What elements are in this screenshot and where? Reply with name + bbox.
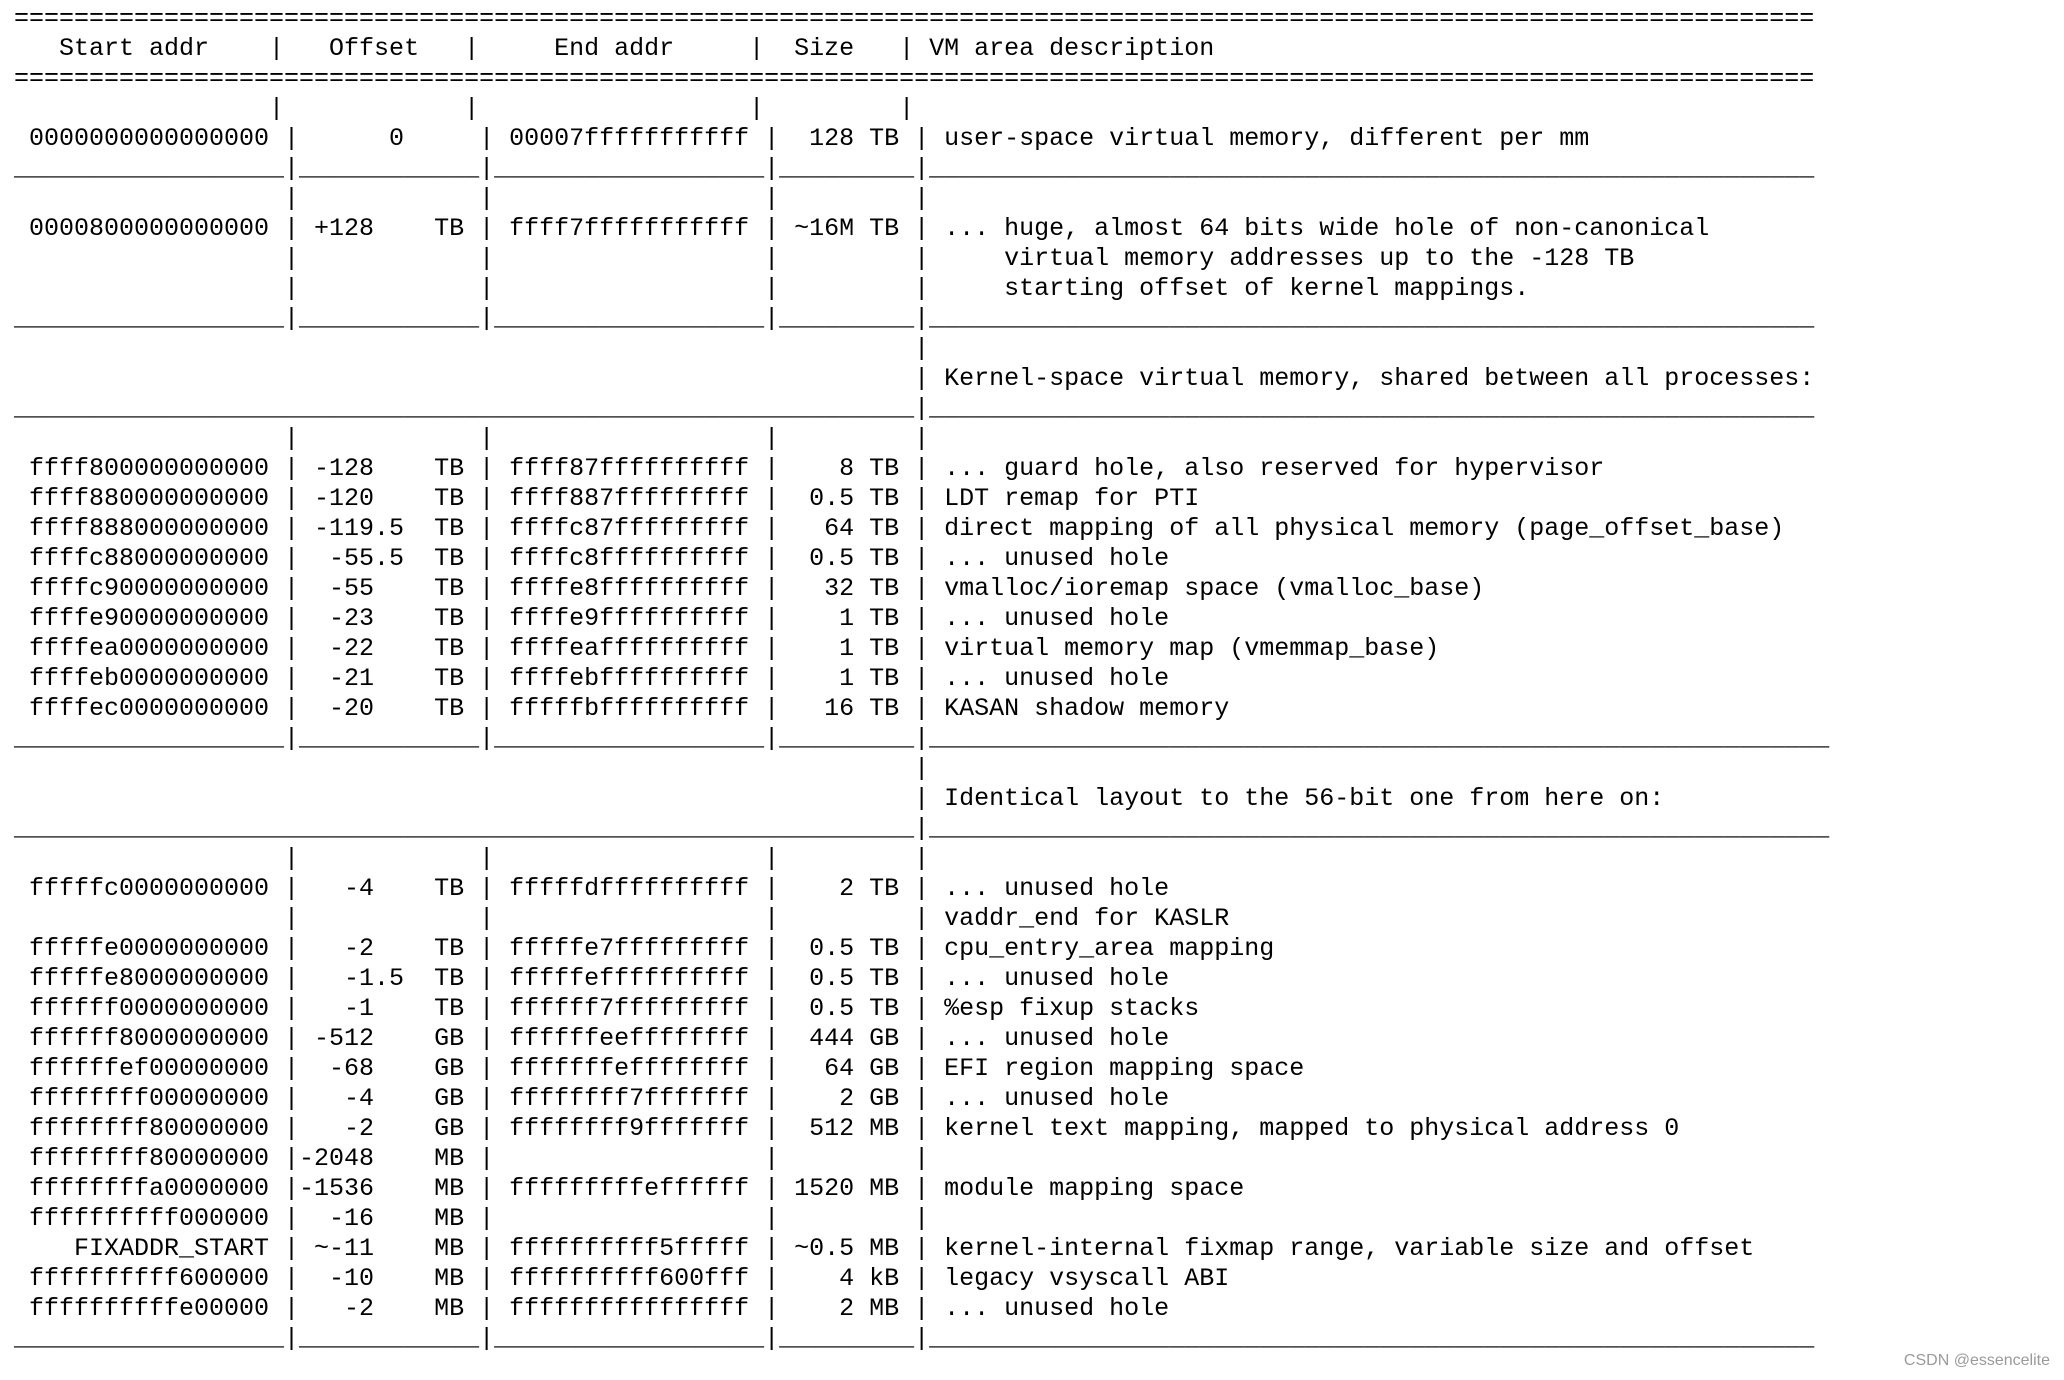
doc-line: | | | | starting offset of kernel mappings. — [14, 274, 1530, 303]
doc-line: | Identical layout to the 56-bit one from here on: — [14, 784, 1665, 813]
doc-line: ffffffffa0000000 |-1536 MB | fffffffffeffffff | 1520 MB | module mapping space — [14, 1174, 1245, 1203]
doc-line: ffff800000000000 | -128 TB | ffff87ffffffffff | 8 TB | ... guard hole, also reserved for hypervisor — [14, 454, 1605, 483]
doc-line: | | | | vaddr_end for KASLR — [14, 904, 1230, 933]
doc-line: __________________|____________|__________________|_________|___________________________________________________________ — [14, 1324, 1815, 1353]
doc-line: fffffe8000000000 | -1.5 TB | fffffeffffffffff | 0.5 TB | ... unused hole — [14, 964, 1170, 993]
doc-line: ffffe90000000000 | -23 TB | ffffe9ffffffffff | 1 TB | ... unused hole — [14, 604, 1170, 633]
doc-line: Start addr | Offset | End addr | Size | VM area description — [14, 34, 1215, 63]
doc-line: __________________|____________|__________________|_________|___________________________________________________________ — [14, 304, 1815, 333]
memory-map-document — [14, 4, 1829, 1354]
doc-line: __________________|____________|__________________|_________|___________________________________________________________ — [14, 154, 1815, 183]
doc-line: ffffff8000000000 | -512 GB | ffffffeeffffffff | 444 GB | ... unused hole — [14, 1024, 1170, 1053]
doc-line: ffffffef00000000 | -68 GB | fffffffeffffffff | 64 GB | EFI region mapping space — [14, 1054, 1305, 1083]
doc-line: 0000000000000000 | 0 | 00007fffffffffff | 128 TB | user-space virtual memory, different per mm — [14, 124, 1590, 153]
doc-line: | | | | virtual memory addresses up to the -128 TB — [14, 244, 1635, 273]
doc-line: | | | | — [14, 424, 930, 453]
doc-line: ffffffff00000000 | -4 GB | ffffffff7fffffff | 2 GB | ... unused hole — [14, 1084, 1170, 1113]
doc-line: | — [14, 754, 930, 783]
doc-line: ____________________________________________________________|____________________________________________________________ — [14, 814, 1830, 843]
doc-line: ======================================================================================================================== — [14, 4, 1815, 33]
doc-line: ffff888000000000 | -119.5 TB | ffffc87fffffffff | 64 TB | direct mapping of all physical memory (page_offset_base) — [14, 514, 1785, 543]
doc-line: fffffc0000000000 | -4 TB | fffffdffffffffff | 2 TB | ... unused hole — [14, 874, 1170, 903]
doc-line: __________________|____________|__________________|_________|____________________________________________________________ — [14, 724, 1830, 753]
doc-line: | Kernel-space virtual memory, shared between all processes: — [14, 364, 1815, 393]
doc-line: 0000800000000000 | +128 TB | ffff7fffffffffff | ~16M TB | ... huge, almost 64 bits wide hole of non-canonical — [14, 214, 1710, 243]
doc-line: ffffeb0000000000 | -21 TB | ffffebffffffffff | 1 TB | ... unused hole — [14, 664, 1170, 693]
doc-line: | | | | — [14, 184, 930, 213]
doc-line: | | | | — [14, 844, 930, 873]
doc-line: ffffffff80000000 | -2 GB | ffffffff9fffffff | 512 MB | kernel text mapping, mapped to physical address 0 — [14, 1114, 1680, 1143]
doc-line: ffffffffff600000 | -10 MB | ffffffffff600fff | 4 kB | legacy vsyscall ABI — [14, 1264, 1230, 1293]
doc-line: | | | | — [14, 94, 915, 123]
doc-line: ffffffffffe00000 | -2 MB | ffffffffffffffff | 2 MB | ... unused hole — [14, 1294, 1170, 1323]
doc-line: ____________________________________________________________|___________________________________________________________ — [14, 394, 1815, 423]
doc-line: ======================================================================================================================== — [14, 64, 1815, 93]
doc-line: ffffff0000000000 | -1 TB | ffffff7fffffffff | 0.5 TB | %esp fixup stacks — [14, 994, 1200, 1023]
doc-line: ffffea0000000000 | -22 TB | ffffeaffffffffff | 1 TB | virtual memory map (vmemmap_base) — [14, 634, 1440, 663]
doc-line: ffffec0000000000 | -20 TB | fffffbffffffffff | 16 TB | KASAN shadow memory — [14, 694, 1230, 723]
doc-line: ffffffffff000000 | -16 MB | | | — [14, 1204, 930, 1233]
doc-line: ffffc88000000000 | -55.5 TB | ffffc8ffffffffff | 0.5 TB | ... unused hole — [14, 544, 1170, 573]
doc-line: | — [14, 334, 930, 363]
doc-line: ffffc90000000000 | -55 TB | ffffe8ffffffffff | 32 TB | vmalloc/ioremap space (vmalloc_base) — [14, 574, 1485, 603]
doc-line: fffffe0000000000 | -2 TB | fffffe7fffffffff | 0.5 TB | cpu_entry_area mapping — [14, 934, 1275, 963]
doc-line: ffff880000000000 | -120 TB | ffff887fffffffff | 0.5 TB | LDT remap for PTI — [14, 484, 1200, 513]
csdn-watermark: CSDN @essencelite — [1903, 1352, 2050, 1369]
doc-line: ffffffff80000000 |-2048 MB | | | — [14, 1144, 930, 1173]
doc-line: FIXADDR_START | ~-11 MB | ffffffffff5fffff | ~0.5 MB | kernel-internal fixmap range, variable size and offset — [14, 1234, 1755, 1263]
